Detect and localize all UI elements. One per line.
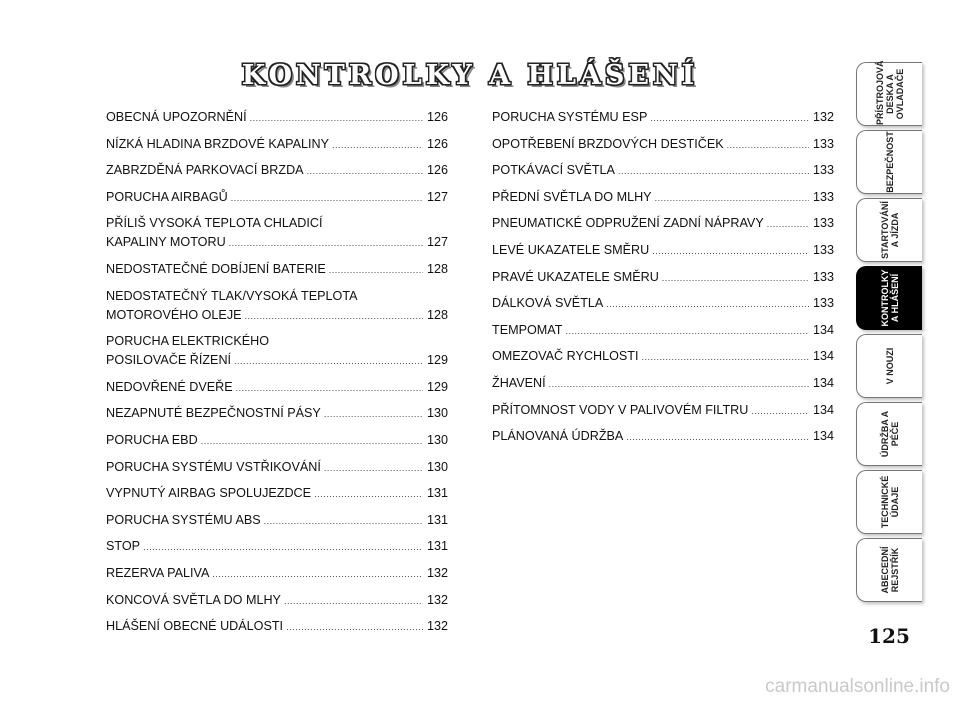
toc-entry-page: 126 [426, 110, 448, 124]
toc-entry-title: OMEZOVAČ RYCHLOSTI [492, 349, 639, 364]
section-tab-label: KONTROLKY A HLÁŠENÍ [879, 269, 900, 327]
toc-right-column [492, 108, 834, 454]
toc-entry[interactable] [106, 617, 448, 637]
section-tab[interactable] [856, 538, 922, 602]
toc-entry-page: 133 [812, 269, 834, 284]
section-tab-label: ABECEDNÍ REJSTŘÍK [879, 546, 900, 594]
toc-left-column [106, 108, 448, 644]
toc-entry-page: 128 [426, 307, 448, 322]
toc-entry[interactable] [106, 484, 448, 504]
toc-entry-page: 130 [426, 459, 448, 474]
dot-leader [324, 405, 423, 424]
section-tab-label: TECHNICKÉ ÚDAJE [879, 475, 900, 529]
toc-entry-title: PORUCHA AIRBAGŮ [106, 189, 228, 204]
toc-entry-title: LEVÉ UKAZATELE SMĚRU [492, 242, 650, 257]
dot-leader [329, 261, 423, 280]
toc-entry-page: 134 [812, 402, 834, 417]
dot-leader [606, 295, 809, 314]
dot-leader [652, 242, 809, 261]
toc-entry[interactable] [492, 268, 834, 288]
dot-leader [201, 432, 423, 451]
toc-entry-page: 133 [812, 189, 834, 204]
dot-leader [324, 459, 423, 478]
section-tab[interactable] [856, 198, 922, 262]
toc-entry[interactable] [492, 161, 834, 181]
dot-leader [264, 512, 423, 531]
toc-entry[interactable] [106, 404, 448, 424]
section-tab[interactable] [856, 130, 922, 194]
toc-entry-page: 132 [426, 592, 448, 607]
toc-entry-title: KAPALINY MOTORU [106, 235, 226, 250]
toc-entry-title: POTKÁVACÍ SVĚTLA [492, 163, 615, 178]
toc-entry-title: PORUCHA EBD [106, 432, 198, 447]
toc-entry[interactable] [492, 108, 834, 128]
toc-entry[interactable] [492, 374, 834, 394]
toc-entry-page: 127 [426, 235, 448, 250]
toc-entry[interactable] [492, 214, 834, 234]
toc-entry-title: PORUCHA SYSTÉMU ESP [492, 110, 648, 124]
toc-entry-title: PORUCHA SYSTÉMU ABS [106, 512, 261, 527]
dot-leader [751, 402, 809, 421]
toc-entry-title-line1: PORUCHA ELEKTRICKÉHO [106, 334, 270, 349]
toc-entry-page: 133 [812, 136, 834, 151]
toc-entry-title: ŽHAVENÍ [492, 375, 546, 390]
toc-entry-title: KONCOVÁ SVĚTLA DO MLHY [106, 592, 281, 607]
toc-entry-page: 130 [426, 406, 448, 421]
toc-entry-title: TEMPOMAT [492, 322, 563, 337]
dot-leader [229, 234, 423, 253]
dot-leader [314, 485, 423, 504]
dot-leader [767, 215, 809, 234]
section-tab[interactable] [856, 402, 922, 466]
toc-entry-page: 134 [812, 349, 834, 364]
dot-leader [234, 352, 423, 371]
toc-entry-page: 134 [812, 375, 834, 390]
toc-entry-title: NEDOSTATEČNÉ DOBÍJENÍ BATERIE [106, 261, 326, 276]
toc-entry-page: 126 [426, 136, 448, 151]
toc-entry-title: NEDOVŘENÉ DVEŘE [106, 379, 233, 394]
toc-entry-title: PORUCHA SYSTÉMU VSTŘIKOVÁNÍ [106, 459, 321, 474]
toc-entry-page: 129 [426, 379, 448, 394]
section-tab-label: STARTOVÁNÍ A JÍZDA [879, 201, 900, 259]
dot-leader [284, 592, 423, 611]
toc-entry-title: NEZAPNUTÉ BEZPEČNOSTNÍ PÁSY [106, 406, 321, 421]
toc-entry-title-line1: PŘÍLIŠ VYSOKÁ TEPLOTA CHLADICÍ [106, 216, 323, 231]
page-title: KONTROLKY A HLÁŠENÍ [241, 60, 699, 91]
toc-entry-title: PŘEDNÍ SVĚTLA DO MLHY [492, 189, 652, 204]
toc-entry[interactable] [106, 537, 448, 557]
toc-entry[interactable] [106, 188, 448, 208]
toc-entry-title: PLÁNOVANÁ ÚDRŽBA [492, 429, 624, 444]
toc-entry[interactable] [106, 458, 448, 478]
dot-leader [650, 109, 809, 128]
toc-entry-page: 133 [812, 242, 834, 257]
dot-leader [655, 189, 809, 208]
toc-entry[interactable] [106, 135, 448, 155]
toc-entry[interactable] [492, 321, 834, 341]
dot-leader [143, 538, 423, 557]
dot-leader [332, 136, 423, 155]
toc-entry[interactable] [106, 287, 448, 326]
section-tabs [856, 62, 922, 606]
section-tab-label: V NOUZI [884, 347, 895, 385]
dot-leader [286, 618, 423, 637]
toc-entry[interactable] [106, 260, 448, 280]
dot-leader [231, 189, 423, 208]
toc-entry-title: REZERVA PALIVA [106, 565, 210, 580]
dot-leader [245, 307, 423, 326]
toc-entry-page: 131 [426, 539, 448, 554]
dot-leader [662, 269, 809, 288]
watermark: carmanualsonline.info [765, 676, 950, 697]
toc-entry[interactable] [492, 401, 834, 421]
toc-entry-page: 128 [426, 261, 448, 276]
toc-entry-page: 132 [812, 110, 834, 124]
toc-entry[interactable] [492, 294, 834, 314]
toc-entry-page: 132 [426, 565, 448, 580]
dot-leader [212, 565, 423, 584]
toc-entry[interactable] [106, 214, 448, 253]
dot-leader [236, 379, 423, 398]
dot-leader [626, 428, 809, 447]
section-tab[interactable] [856, 334, 922, 398]
toc-entry-title: POSILOVAČE ŘÍZENÍ [106, 353, 232, 368]
toc-entry[interactable] [106, 591, 448, 611]
toc-entry[interactable] [106, 161, 448, 181]
dot-leader [307, 162, 423, 181]
dot-leader [641, 348, 809, 367]
toc-entry-page: 132 [426, 619, 448, 634]
toc-entry[interactable] [492, 427, 834, 447]
toc-entry[interactable] [492, 241, 834, 261]
toc-entry-page: 126 [426, 163, 448, 178]
toc-entry-title: DÁLKOVÁ SVĚTLA [492, 296, 604, 311]
toc-entry[interactable] [492, 188, 834, 208]
toc-entry[interactable] [106, 431, 448, 451]
section-tab[interactable] [856, 266, 922, 330]
toc-entry-title: NÍZKÁ HLADINA BRZDOVÉ KAPALINY [106, 136, 330, 151]
section-tab-label: PŘÍSTROJOVÁ DESKA A OVLADAČE [874, 60, 905, 125]
toc-entry-title: PŘÍTOMNOST VODY V PALIVOVÉM FILTRU [492, 402, 749, 417]
section-tab-label: BEZPEČNOST [884, 131, 895, 193]
toc-entry[interactable] [492, 135, 834, 155]
section-tab[interactable] [856, 470, 922, 534]
dot-leader [549, 375, 809, 394]
dot-leader [727, 136, 809, 155]
toc-entry-page: 133 [812, 296, 834, 311]
dot-leader [618, 162, 809, 181]
toc-entry-title: OBECNÁ UPOZORNĚNÍ [106, 110, 247, 124]
toc-entry-page: 127 [426, 189, 448, 204]
toc-entry[interactable] [106, 108, 448, 128]
toc-entry-page: 134 [812, 322, 834, 337]
toc-entry[interactable] [106, 332, 448, 371]
toc-entry-title-line1: NEDOSTATEČNÝ TLAK/VYSOKÁ TEPLOTA [106, 288, 358, 303]
toc-entry-title: PRAVÉ UKAZATELE SMĚRU [492, 269, 659, 284]
toc-entry-title: PNEUMATICKÉ ODPRUŽENÍ ZADNÍ NÁPRAVY [492, 216, 764, 231]
toc-entry[interactable] [106, 378, 448, 398]
toc-entry[interactable] [106, 511, 448, 531]
toc-entry-page: 133 [812, 216, 834, 231]
toc-entry-page: 131 [426, 486, 448, 501]
toc-entry-title: MOTOROVÉHO OLEJE [106, 307, 242, 322]
toc-entry-page: 133 [812, 163, 834, 178]
toc-entry-page: 134 [812, 429, 834, 444]
toc-entry-title: HLÁŠENÍ OBECNÉ UDÁLOSTI [106, 619, 284, 634]
dot-leader [565, 322, 809, 341]
section-tab[interactable] [856, 62, 922, 126]
toc-entry[interactable] [106, 564, 448, 584]
toc-entry-title: VYPNUTÝ AIRBAG SPOLUJEZDCE [106, 486, 312, 501]
section-tab-label: ÚDRŽBA A PÉČE [879, 410, 900, 458]
toc-entry-page: 130 [426, 432, 448, 447]
dot-leader [250, 109, 423, 128]
toc-entry-title: ZABRZDĚNÁ PARKOVACÍ BRZDA [106, 163, 304, 178]
page-number: 125 [868, 624, 910, 648]
toc-entry[interactable] [492, 347, 834, 367]
toc-entry-title: OPOTŘEBENÍ BRZDOVÝCH DESTIČEK [492, 136, 724, 151]
toc-entry-page: 129 [426, 353, 448, 368]
toc-entry-page: 131 [426, 512, 448, 527]
toc-entry-title: STOP [106, 539, 141, 554]
